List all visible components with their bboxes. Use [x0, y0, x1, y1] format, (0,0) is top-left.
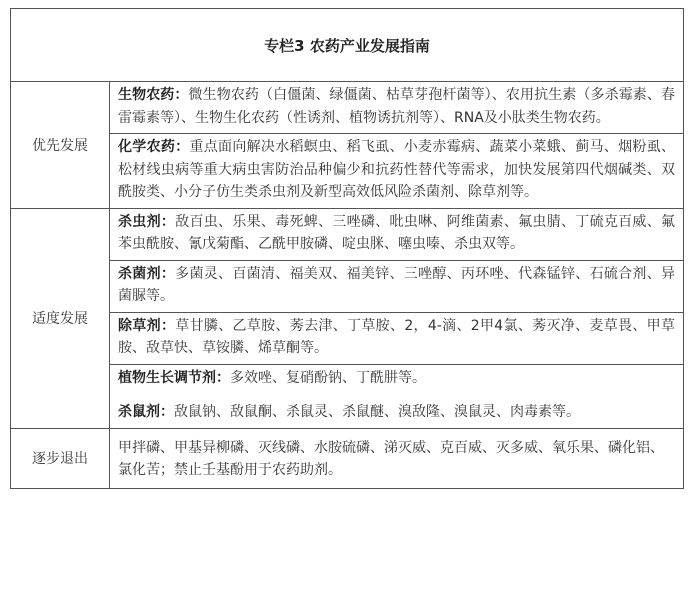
entry-body: 重点面向解决水稻螟虫、稻飞虱、小麦赤霉病、蔬菜小菜蛾、蓟马、烟粉虱、松材线虫病等重大病虫害防治品种偏少和抗药性替代等需求，加快发展第四代烟碱类、双酰胺类、小分子仿生类杀虫剂及新型高效低风险杀菌剂、除草剂等。 [118, 139, 676, 200]
table-title: 专栏3 农药产业发展指南 [11, 9, 684, 82]
moderate-row-2 [11, 260, 684, 312]
priority-row-2 [11, 134, 684, 209]
pesticide-guide-table [10, 8, 684, 489]
priority-row-1 [11, 82, 684, 134]
entry-growth-regulators-and-rodenticides [110, 364, 684, 428]
entry-body: 微生物农药（白僵菌、绿僵菌、枯草芽孢杆菌等）、农用抗生素（多杀霉素、春雷霉素等）、生物生化农药（性诱剂、植物诱抗剂等）、RNA及小肽类生物农药。 [118, 87, 676, 126]
category-phaseout: 逐步退出 [11, 428, 110, 488]
entry-heading: 杀菌剂： [118, 265, 176, 282]
entry-phaseout-list: 甲拌磷、甲基异柳磷、灭线磷、水胺硫磷、涕灭威、克百威、灭多威、氧乐果、磷化铝、氯化苦；禁止壬基酚用于农药助剂。 [110, 428, 684, 488]
entry-insecticides [110, 208, 684, 260]
growth-regulators-line [118, 367, 675, 390]
entry-heading: 除草剂： [118, 317, 176, 334]
entry-body: 敌鼠钠、敌鼠酮、杀鼠灵、杀鼠醚、溴敌隆、溴鼠灵、肉毒素等。 [174, 404, 580, 420]
entry-heading: 生物农药： [118, 87, 189, 103]
moderate-row-4 [11, 364, 684, 428]
entry-fungicides [110, 260, 684, 312]
moderate-row-3 [11, 312, 684, 364]
entry-herbicides [110, 312, 684, 364]
entry-body: 多效唑、复硝酚钠、丁酰肼等。 [230, 369, 426, 386]
entry-heading: 杀鼠剂： [118, 404, 174, 420]
entry-biological-pesticides [110, 82, 684, 134]
entry-body: 敌百虫、乐果、毒死蜱、三唑磷、吡虫啉、阿维菌素、氟虫腈、丁硫克百威、氟苯虫酰胺、氰戊菊酯、乙酰甲胺磷、啶虫脒、噻虫嗪、杀虫双等。 [118, 213, 676, 252]
category-priority: 优先发展 [11, 82, 110, 209]
rodenticides-line [118, 401, 675, 424]
spacer [118, 389, 675, 401]
entry-chemical-pesticides [110, 134, 684, 209]
title-row [11, 9, 684, 82]
entry-body: 草甘膦、乙草胺、莠去津、丁草胺、2，4-滴、2甲4氯、莠灭净、麦草畏、甲草胺、敌草快、草铵膦、烯草酮等。 [118, 317, 675, 356]
moderate-row-1 [11, 208, 684, 260]
entry-body: 多菌灵、百菌清、福美双、福美锌、三唑醇、丙环唑、代森锰锌、石硫合剂、异菌脲等。 [118, 265, 676, 304]
entry-heading: 植物生长调节剂： [118, 369, 230, 386]
entry-heading: 化学农药： [118, 139, 190, 155]
entry-heading: 杀虫剂： [118, 213, 176, 230]
phaseout-row [11, 428, 684, 488]
category-moderate: 适度发展 [11, 208, 110, 428]
